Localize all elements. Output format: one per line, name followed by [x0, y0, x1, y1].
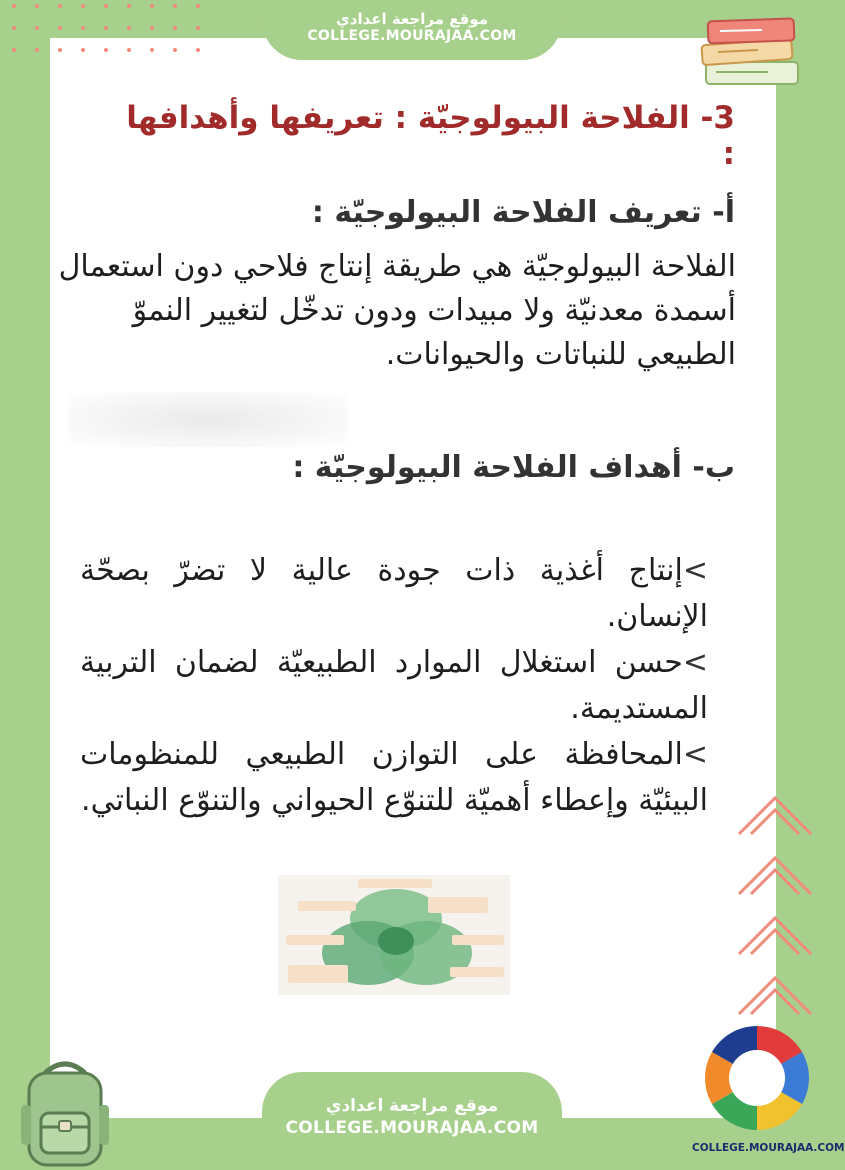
logo-ring-icon: [692, 1020, 822, 1140]
dot-icon: [12, 48, 16, 52]
dot-icon: [58, 4, 62, 8]
dot-icon: [58, 48, 62, 52]
dot-icon: [127, 48, 131, 52]
goals-list: [80, 548, 708, 824]
dot-icon: [173, 48, 177, 52]
decorative-dots: [0, 0, 210, 60]
site-logo[interactable]: [692, 1020, 845, 1165]
lesson-title: 3- الفلاحة البيولوجيّة : تعريفها وأهدافها :: [126, 100, 735, 172]
goals-venn-diagram-image: [278, 875, 510, 995]
dot-icon: [104, 48, 108, 52]
dot-icon: [35, 4, 39, 8]
header-site-url[interactable]: COLLEGE.MOURAJAA.COM: [307, 28, 517, 44]
dot-icon: [196, 48, 200, 52]
dot-icon: [173, 26, 177, 30]
dot-icon: [104, 26, 108, 30]
dot-icon: [81, 26, 85, 30]
goal-text: المحافظة على التوازن الطبيعي للمنظومات البيئيّة وإعطاء أهميّة للتنوّع الحيواني والتنوّع النباتي.: [80, 737, 708, 818]
definition-heading: أ- تعريف الفلاحة البيولوجيّة :: [311, 195, 735, 230]
dot-icon: [196, 26, 200, 30]
bullet-icon: >: [682, 737, 708, 772]
dot-icon: [127, 26, 131, 30]
goals-heading: ب- أهداف الفلاحة البيولوجيّة :: [292, 450, 735, 485]
dot-icon: [127, 4, 131, 8]
dot-icon: [173, 4, 177, 8]
list-item: [80, 732, 708, 824]
footer-site-url[interactable]: COLLEGE.MOURAJAA.COM: [285, 1118, 539, 1138]
definition-text: الفلاحة البيولوجيّة هي طريقة إنتاج فلاحي دون استعمال أسمدة معدنيّة ولا مبيدات ودون تدخّل لتغيير النموّ الطبيعي للنباتات والحيوانات.: [58, 249, 736, 372]
dot-icon: [58, 26, 62, 30]
dot-icon: [104, 4, 108, 8]
header-banner: [262, 0, 562, 60]
list-item: [80, 548, 708, 640]
logo-text: COLLEGE.MOURAJAA.COM: [692, 1142, 845, 1154]
scan-smudge: [68, 392, 348, 447]
bullet-icon: >: [682, 645, 708, 680]
footer-site-name: موقع مراجعة اعدادي: [325, 1096, 499, 1116]
dot-icon: [150, 26, 154, 30]
backpack-icon: [15, 1055, 115, 1170]
dot-icon: [81, 48, 85, 52]
chevrons-decoration-icon: [735, 790, 815, 1030]
header-site-name: موقع مراجعة اعدادي: [336, 10, 488, 28]
dot-icon: [12, 4, 16, 8]
list-item: [80, 640, 708, 732]
dot-icon: [12, 26, 16, 30]
dot-icon: [150, 4, 154, 8]
books-icon: [698, 10, 808, 95]
bullet-icon: >: [682, 553, 708, 588]
dot-icon: [35, 48, 39, 52]
goal-text: حسن استغلال الموارد الطبيعيّة لضمان التربية المستديمة.: [80, 645, 708, 726]
dot-icon: [150, 48, 154, 52]
dot-icon: [81, 4, 85, 8]
goal-text: إنتاج أغذية ذات جودة عالية لا تضرّ بصحّة الإنسان.: [80, 553, 708, 634]
dot-icon: [196, 4, 200, 8]
dot-icon: [35, 26, 39, 30]
footer-banner: [262, 1072, 562, 1169]
